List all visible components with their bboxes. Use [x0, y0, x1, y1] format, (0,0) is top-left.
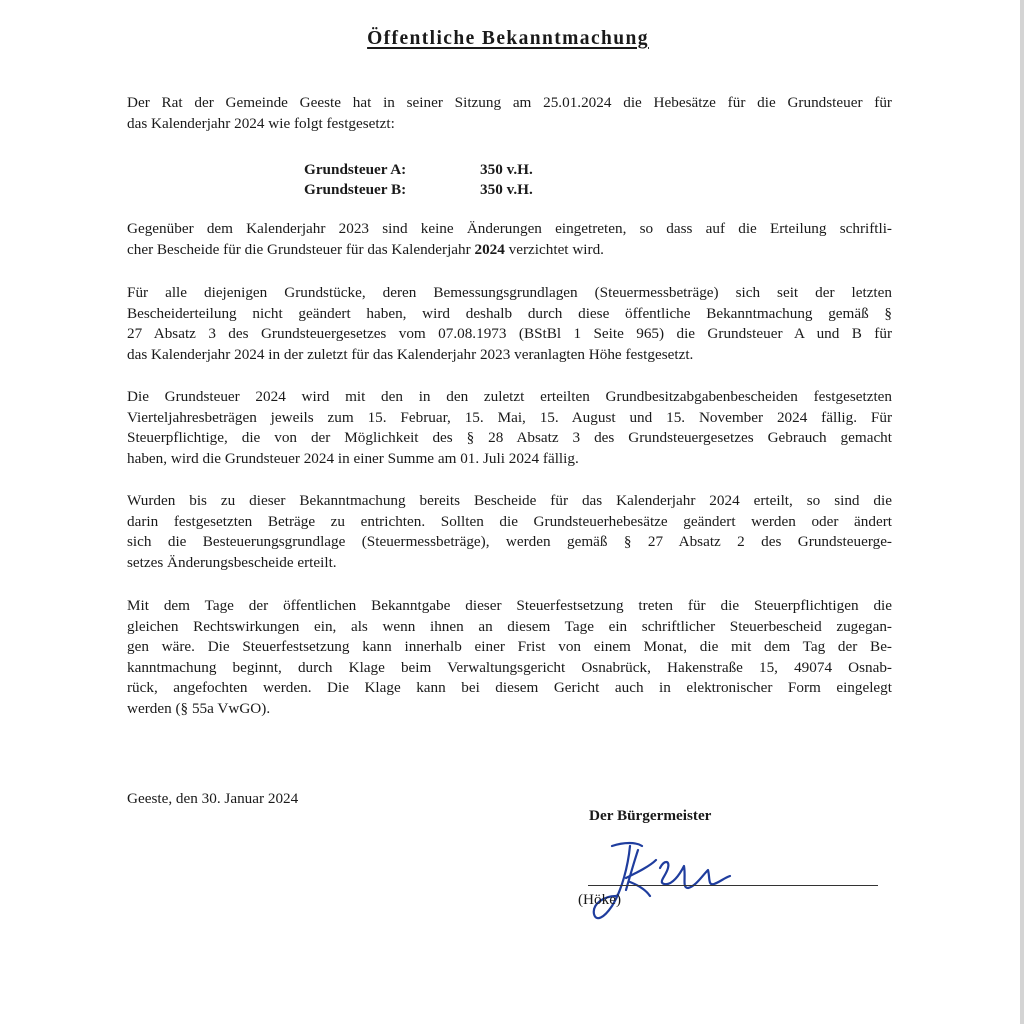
paragraph-line: cher Bescheide für die Grundsteuer für das Kalenderjahr 2024 verzichtet wird. [127, 240, 604, 258]
paragraph-line: werden (§ 55a VwGO). [127, 699, 271, 717]
paragraph-line: Bescheiderteilung nicht geändert haben, wird deshalb durch diese öffentliche Bekanntmachung gemäß § [127, 304, 892, 322]
paragraph-line: sich die Besteuerungsgrundlage (Steuermessbeträge), werden gemäß § 27 Absatz 2 des Grundsteuerge- [127, 533, 892, 550]
paragraph-line: Der Rat der Gemeinde Geeste hat in seiner Sitzung am 25.01.2024 die Hebesätze für die Grundsteuer für [127, 94, 892, 111]
rate-label: Grundsteuer B: [304, 181, 407, 198]
signature-line [588, 885, 878, 886]
rate-value: 350 v.H. [480, 181, 533, 198]
paragraph-line: setzes Änderungsbescheide erteilt. [127, 553, 337, 571]
paragraph-line: Wurden bis zu dieser Bekanntmachung bereits Bescheide für das Kalenderjahr 2024 erteilt, so sind die [127, 492, 892, 509]
paragraph-line: das Kalenderjahr 2024 in der zuletzt für das Kalenderjahr 2023 veranlagten Höhe festgesetzt. [127, 345, 694, 363]
paragraph-line: Für alle diejenigen Grundstücke, deren Bemessungsgrundlagen (Steuermessbeträge) sich seit der letzten [127, 284, 892, 301]
place-and-date: Geeste, den 30. Januar 2024 [127, 790, 299, 807]
paragraph-line: 27 Absatz 3 des Grundsteuergesetzes vom 07.08.1973 (BStBl 1 Seite 965) die Grundsteuer A und B für [127, 325, 892, 342]
paragraph-line: gen wäre. Die Steuerfestsetzung kann innerhalb einer Frist von einem Monat, die mit dem Tag der Be- [127, 638, 892, 655]
paragraph-line: Vierteljahresbeträgen jeweils zum 15. Februar, 15. Mai, 15. August und 15. November 2024 fällig. Für [127, 408, 892, 426]
paragraph-line: Die Grundsteuer 2024 wird mit den in den zuletzt erteilten Grundbesitzabgabenbescheiden festgesetzten [127, 388, 892, 405]
due-dates-paragraph [127, 387, 892, 469]
page-edge [1020, 0, 1024, 1024]
paragraph-line: Steuerpflichtige, die von der Möglichkeit des § 28 Absatz 3 des Grundsteuergesetzes Gebrauch gemacht [127, 429, 892, 446]
paragraph-line: Gegenüber dem Kalenderjahr 2023 sind keine Änderungen eingetreten, so dass auf die Erteilung schriftli- [127, 220, 892, 237]
page-title: Öffentliche Bekanntmachung [367, 28, 649, 49]
rate-label: Grundsteuer A: [304, 161, 407, 178]
legal-remedy-paragraph [127, 596, 892, 719]
rate-row-a [304, 160, 533, 180]
paragraph-line: das Kalenderjahr 2024 wie folgt festgesetzt: [127, 114, 395, 132]
paragraph-line: darin festgesetzten Beträge zu entrichten. Sollten die Grundsteuerhebesätze geändert werden oder ändert [127, 512, 892, 530]
no-changes-paragraph [127, 219, 892, 260]
paragraph-line: kanntmachung beginnt, durch Klage beim Verwaltungsgericht Osnabrück, Hakenstraße 15, 49074 Osnab- [127, 658, 892, 676]
paragraph-line: haben, wird die Grundsteuer 2024 in einer Summe am 01. Juli 2024 fällig. [127, 449, 579, 467]
assessment-paragraph [127, 283, 892, 365]
signatory-title: Der Bürgermeister [589, 807, 712, 824]
paragraph-line: rück, angefochten werden. Die Klage kann bei diesem Gericht auch in elektronischer Form eingelegt [127, 679, 892, 696]
intro-paragraph [127, 93, 892, 134]
signatory-name: (Höke) [578, 891, 622, 908]
tax-rates-table [304, 160, 533, 200]
bold-year: 2024 [474, 240, 505, 258]
paragraph-line: gleichen Rechtswirkungen ein, als wenn ihnen an diesem Tage ein schriftlicher Steuerbescheid zugegan- [127, 617, 892, 635]
rate-row-b [304, 180, 533, 200]
rate-value: 350 v.H. [480, 161, 533, 178]
paragraph-line: Mit dem Tage der öffentlichen Bekanntgabe dieser Steuerfestsetzung treten für die Steuerpflichtigen die [127, 597, 892, 614]
handwritten-signature [590, 838, 740, 928]
existing-notices-paragraph [127, 491, 892, 573]
